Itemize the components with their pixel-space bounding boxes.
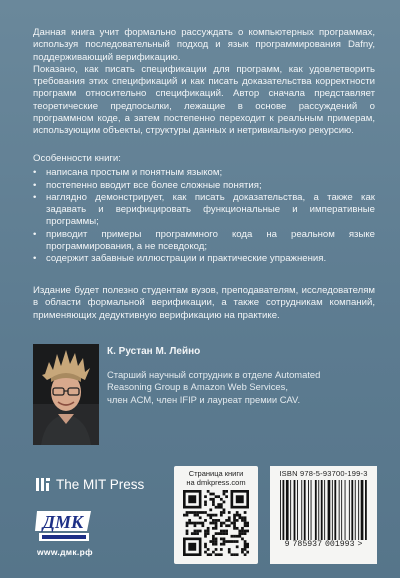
author-bio-line-2: член ACM, член IFIP и лауреат премии CAV. (107, 393, 301, 405)
author-bio (107, 369, 337, 406)
qr-title (174, 469, 258, 487)
list-item: • содержит забавные иллюстрации и практические упражнения. (33, 253, 375, 265)
isbn-barcode (270, 466, 377, 564)
svg-text:ДМК: ДМК (42, 512, 84, 532)
dmk-logo-icon (33, 505, 95, 545)
intro-text (33, 27, 375, 138)
features-list (33, 167, 375, 265)
intro-paragraph-1: Данная книга учит формально рассуждать о компьютерных программах, используя последовательный подход и язык программирования Dafny, поддерживающий верификацию. (33, 27, 375, 63)
features-section (33, 153, 375, 266)
audience-text (33, 285, 375, 322)
dmk-website: www.дмк.рф (37, 547, 93, 557)
features-title: Особенности книги: (33, 153, 121, 164)
author-portrait-image (33, 344, 99, 445)
author-photo (33, 344, 99, 445)
mit-press-name: The MIT Press (56, 477, 145, 492)
barcode-digits (270, 540, 377, 549)
mit-press-icon (36, 478, 50, 491)
intro-paragraph-2: Показано, как писать спецификации для программ, как удовлетворить требования этих спецификаций и как писать доказательства корректности программ относительно спецификаций. Автор сначала представляет теоретические предпосылки, лежащие в основе рассуждений о программном коде, а затем постепенно переходит к реальным примерам, использующим объекты, структуры данных и нетривиальную рекурсию. (33, 63, 375, 137)
barcode-icon (276, 480, 371, 540)
list-item: • наглядно демонстрирует, как писать доказательства, а также как задавать и верифицировать функциональные и императивные программы; (33, 192, 375, 229)
barcode-digits-left: 785937 (292, 540, 322, 549)
barcode-end-mark: > (357, 540, 363, 549)
mit-press-logo (36, 477, 144, 492)
audience-paragraph: Издание будет полезно студентам вузов, преподавателям, исследователям в области формальной верификации, а также сотрудникам компаний, применяющих дедуктивную верификацию на практике. (33, 285, 375, 321)
isbn-number: ISBN 978-5-93700-199-3 (279, 469, 368, 478)
qr-title-line-1: Страница книги (188, 469, 244, 478)
list-item: • приводит примеры программного кода на реальном языке программирования, а не псевдокод; (33, 229, 375, 254)
barcode-digit-first: 9 (284, 540, 290, 549)
qr-code-icon (183, 490, 249, 556)
dmk-press-logo (33, 505, 95, 550)
author-name: К. Рустан М. Лейно (107, 346, 201, 357)
list-item: • постепенно вводит все более сложные понятия; (33, 180, 375, 192)
qr-card (174, 466, 258, 564)
list-item: • написана простым и понятным языком; (33, 167, 375, 179)
qr-title-line-2: на dmkpress.com (186, 478, 246, 487)
author-bio-line-1: Старший научный сотрудник в отделе Automated Reasoning Group в Amazon Web Services, (107, 369, 321, 393)
barcode-digits-right: 001993 (325, 540, 355, 549)
